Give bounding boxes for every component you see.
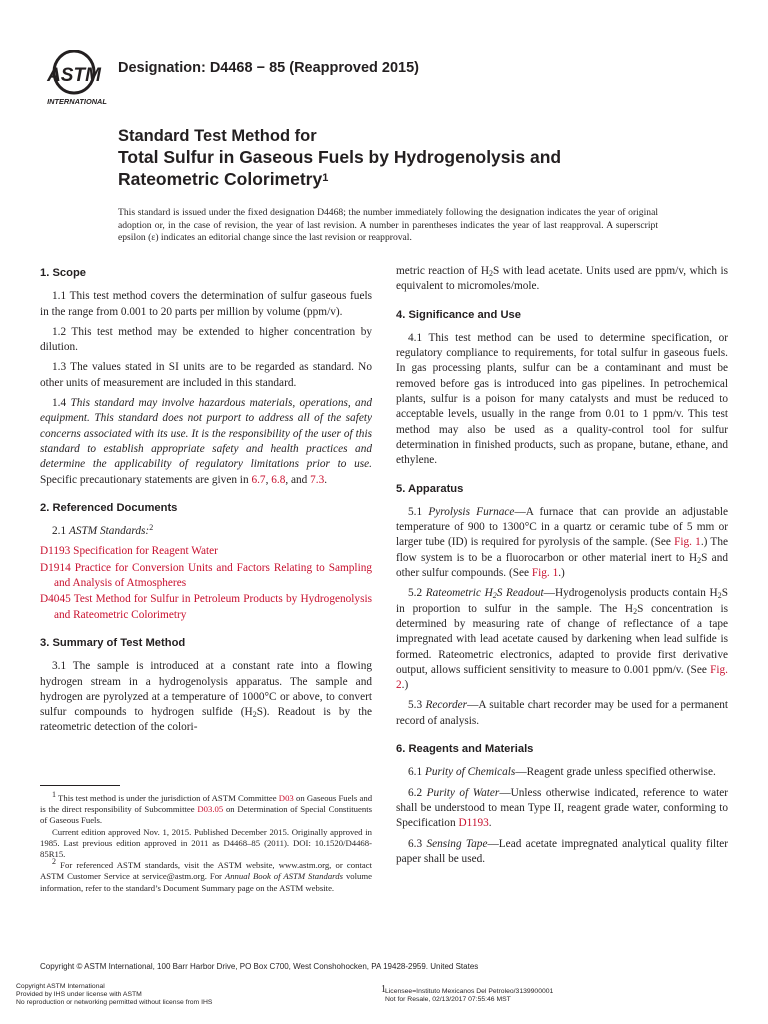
page-number: 1 xyxy=(381,984,386,995)
link-figure-1[interactable]: Fig. 1 xyxy=(674,536,701,549)
designation: Designation: D4468 − 85 (Reapproved 2015) xyxy=(118,60,419,76)
reference-item xyxy=(40,561,372,592)
reagents-6-1: 6.1 Purity of Chemicals—Reagent grade unless specified otherwise. xyxy=(408,766,716,779)
footnote-2: $^2$ For referenced ASTM standards, visit the ASTM website, www.astm.org, or contact ASTM Customer Service at service@astm.org. For Annual Book of ASTM Standards volume information, refer to the standard’s Document Summary page on the ASTM website. xyxy=(40,857,372,893)
section-heading-referenced: 2. Referenced Documents xyxy=(40,501,178,514)
apparatus-5-3: 5.3 Recorder—A suitable chart recorder may be used for a permanent record of analysis. xyxy=(396,699,728,727)
title-footnote-mark: 1 xyxy=(322,172,329,184)
reference-code-link[interactable]: D1193 xyxy=(40,545,71,558)
logo-text: ASTM xyxy=(47,65,101,86)
reference-title-link[interactable]: Specification for Reagent Water xyxy=(73,545,218,558)
link-figure-2[interactable]: Fig. 2 xyxy=(396,663,728,692)
license-notice-right: Licensee=Instituto Mexicanos Del Petroleo/3139900001 Not for Resale, 02/13/2017 07:55:46 MST xyxy=(385,988,554,1004)
astm-logo xyxy=(44,50,110,106)
link-section-6-8[interactable]: 6.8 xyxy=(271,473,286,486)
document-title xyxy=(118,126,678,190)
title-line-2: Total Sulfur in Gaseous Fuels by Hydrogenolysis and xyxy=(118,147,562,167)
reference-code-link[interactable]: D1914 xyxy=(40,561,71,574)
footnote-1-edition: Current edition approved Nov. 1, 2015. Published December 2015. Originally approved in 1985. Last previous edition approved in 2011 as D4468–85 (2011). DOI: 10.1520/D4468-85R15. xyxy=(40,826,372,860)
copyright-line: Copyright © ASTM International, 100 Barr Harbor Drive, PO Box C700, West Conshohocken, PA 19428-2959. United States xyxy=(40,962,479,971)
footnote-divider xyxy=(40,785,120,786)
section-heading-scope: 1. Scope xyxy=(40,267,87,279)
link-figure-1[interactable]: Fig. 1 xyxy=(531,567,559,580)
apparatus-5-1: 5.1 Pyrolysis Furnace—A furnace that can provide an adjustable temperature of 900 to 1300°C in a quartz or ceramic tube of 5 mm or larger tube (ID) is required for pyrolysis of the sample. (See Fig. 1.) The flow system is to be a fluorocarbon or other material inert to $H_2S$ and other sulfur compounds. (See Fig. 1.) xyxy=(396,505,729,580)
scope-1-3: 1.3 The values stated in SI units are to be regarded as standard. No other units of measurement are included in this standard. xyxy=(40,361,372,389)
link-section-6-7[interactable]: 6.7 xyxy=(251,473,266,486)
link-subcommittee-d0305[interactable]: D03.05 xyxy=(197,804,224,815)
reagents-6-2: 6.2 Purity of Water—Unless otherwise indicated, reference to water shall be understood to mean Type II, reagent grade water, conforming to Specification D1193. xyxy=(396,786,729,830)
right-column xyxy=(396,264,728,872)
reference-title-link[interactable]: Practice for Conversion Units and Factors Relating to Sampling and Analysis of Atmospheres xyxy=(54,561,373,590)
reference-code-link[interactable]: D4045 xyxy=(40,593,71,606)
footnote-1: $^1$ This test method is under the jurisdiction of ASTM Committee D03 on Gaseous Fuels and is the direct responsibility of Subcommittee D03.05 on Determination of Special Constituents of Gaseous Fuels. xyxy=(40,790,373,826)
significance-4-1: 4.1 This test method can be used to determine specification, or regulatory compliance to requirements, for total sulfur in gaseous fuels. In gas processing plants, sulfur can be a contaminant and must be removed before gas is introduced into gas pipelines. In petrochemical plants, sulfur is a poison for many catalysts and must be reduced to acceptable levels, usually in the range from 0.01 to 1 ppm/v. This test method may also be used as a quality-control tool for sulfur determination in finished products, such as propane, butane, ethane, and ethylene. xyxy=(396,331,728,467)
reference-item xyxy=(40,544,372,559)
title-line-1: Standard Test Method for xyxy=(118,127,317,145)
intro-paragraph: This standard is issued under the fixed designation D4468; the number immediately following the designation indicates the year of original adoption or, in the case of revision, the year of last revision. A number in parentheses indicates the year of last reapproval. A superscript epsilon (ε) indicates an editorial change since the last revision or reapproval. xyxy=(118,207,658,244)
section-heading-significance: 4. Significance and Use xyxy=(396,308,521,321)
logo-subtext: INTERNATIONAL xyxy=(47,97,107,106)
left-column xyxy=(40,266,372,741)
link-section-7-3[interactable]: 7.3 xyxy=(310,473,325,486)
apparatus-5-2: 5.2 Rateometric $H_2S$ Readout—Hydrogenolysis products contain $H_2S$ in proportion to sulfur in the sample. The $H_2S$ concentration is determined by measuring rate of change of reflectance of a tape impregnated with lead acetate caused by darkening when lead sulfide is formed. Rateometric electronics, adapted to provide first derivative output, allows sufficient sensitivity to measure to 0.001 ppm/v. (See Fig. 2.) xyxy=(396,587,728,692)
title-line-3: Rateometric Colorimetry$^1$ xyxy=(118,169,329,189)
link-committee-d03[interactable]: D03 xyxy=(278,793,294,803)
section-heading-reagents: 6. Reagents and Materials xyxy=(396,743,534,756)
reference-title-link[interactable]: Test Method for Sulfur in Petroleum Products by Hydrogenolysis and Rateometric Colorimetry xyxy=(54,593,372,621)
summary-3-1: 3.1 The sample is introduced at a constant rate into a flowing hydrogen stream in a hydrogenolysis apparatus. The sample and hydrogen are pyrolyzed at a temperature of 1000°C or above, to convert sulfur compounds to hydrogen sulfide $(H_2S)$. Readout is by the rateometric detection of the colori- xyxy=(40,660,372,734)
scope-1-4: 1.4 This standard may involve hazardous materials, operations, and equipment. This standard does not purport to address all of the safety concerns associated with its use. It is the responsibility of the user of this standard to establish appropriate safety and health practices and determine the applicability of regulatory limitations prior to use. Specific precautionary statements are given in 6.7, 6.8, and 7.3. xyxy=(40,397,372,486)
scope-1-1: 1.1 This test method covers the determination of sulfur gaseous fuels in the range from 0.001 to 20 parts per million by volume (ppm/v). xyxy=(40,290,372,318)
scope-1-2: 1.2 This test method may be extended to higher concentration by dilution. xyxy=(40,325,372,354)
reagents-6-3: 6.3 Sensing Tape—Lead acetate impregnated analytical quality filter paper shall be used. xyxy=(396,837,729,865)
link-d1193[interactable]: D1193 xyxy=(458,817,489,830)
summary-3-1-continued: metric reaction of $H_2S$ with lead acetate. Units used are ppm/v, which is equivalent to micromoles/mole. xyxy=(396,265,728,293)
section-heading-summary: 3. Summary of Test Method xyxy=(40,636,186,649)
reference-item xyxy=(40,592,372,623)
footnotes xyxy=(40,790,373,894)
section-heading-apparatus: 5. Apparatus xyxy=(396,482,464,495)
referenced-2-1: 2.1 ASTM Standards:$^2$ xyxy=(52,523,154,538)
license-notice-left: Copyright ASTM International Provided by IHS under license with ASTM No reproduction or networking permitted without license from IHS xyxy=(16,983,213,1007)
